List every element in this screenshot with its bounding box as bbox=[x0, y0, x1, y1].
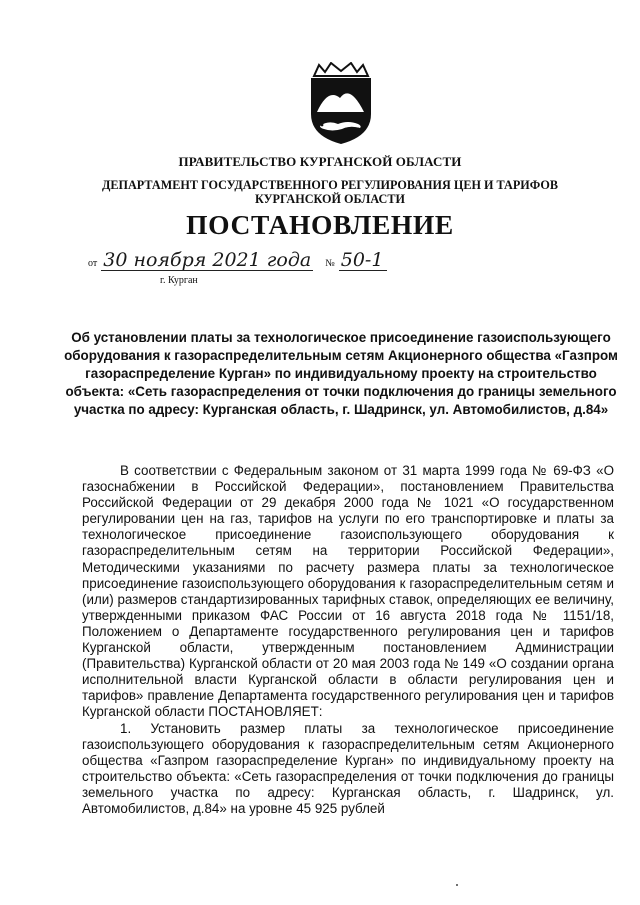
document-subject: Об установлении платы за технологическое присоединение газоиспользующего оборудования к газораспределительным сетям Акционерного общества «Газпром газораспределение Курган» по индивидуальному проекту на строительство объекта: «Сеть газораспределения от точки подключения до границы земельного участка по адресу: Курганская область, г. Шадринск, ул. Автомобилистов, д.84» bbox=[64, 330, 618, 417]
handwritten-number: 50-1 bbox=[339, 250, 387, 271]
date-number-line bbox=[88, 250, 387, 276]
handwritten-date: 30 ноября 2021 года bbox=[103, 249, 312, 271]
item-1-paragraph: 1. Установить размер платы за технологическое присоединение газоиспользующего оборудования к газораспределительным сетям Акционерного общества «Газпром газораспределение Курган» по индивидуальному проекту на строительство объекта: «Сеть газораспределения от точки подключения до границы земельного участка по адресу: Курганская область, г. Шадринск, ул. Автомобилистов, д.84» на уровне 45 925 рублей bbox=[82, 720, 614, 816]
department-name: ДЕПАРТАМЕНТ ГОСУДАРСТВЕННОГО РЕГУЛИРОВАНИЯ ЦЕН И ТАРИФОВ КУРГАНСКОЙ ОБЛАСТИ bbox=[102, 178, 558, 206]
coat-of-arms-icon bbox=[298, 62, 384, 146]
document-body bbox=[82, 463, 614, 817]
from-label: от bbox=[88, 258, 98, 269]
scan-speck bbox=[456, 884, 458, 886]
city-name: г. Курган bbox=[160, 275, 198, 286]
preamble-paragraph: В соответствии с Федеральным законом от 31 марта 1999 года № 69-ФЗ «О газоснабжении в Российской Федерации», постановлением Правительства Российской Федерации от 29 декабря 2000 года № 1021 «О государственном регулировании цен на газ, тарифов на услуги по его транспортировке и платы за технологическое присоединение газоиспользующего оборудования к газораспределительным сетям на территории Российской Федерации», Методическими указаниями по расчету размера платы за технологическое присоединение газоиспользующего оборудования к газораспределительным сетям и (или) размеров стандартизированных тарифных ставок, определяющих ее величину, утвержденными приказом ФАС России от 16 августа 2018 года № 1151/18, Положением о Департаменте государственного регулирования цен и тарифов Курганской области, утвержденным постановлением Администрации (Правительства) Курганской области от 20 мая 2003 года № 149 «О создании органа исполнительной власти Курганской области в области регулирования цен и тарифов» правление Департамента государственного регулирования цен и тарифов Курганской области ПОСТАНОВЛЯЕТ: bbox=[82, 463, 614, 720]
document-type-title: ПОСТАНОВЛЕНИЕ bbox=[186, 209, 454, 240]
government-name: ПРАВИТЕЛЬСТВО КУРГАНСКОЙ ОБЛАСТИ bbox=[178, 154, 462, 169]
number-label: № bbox=[325, 258, 335, 269]
